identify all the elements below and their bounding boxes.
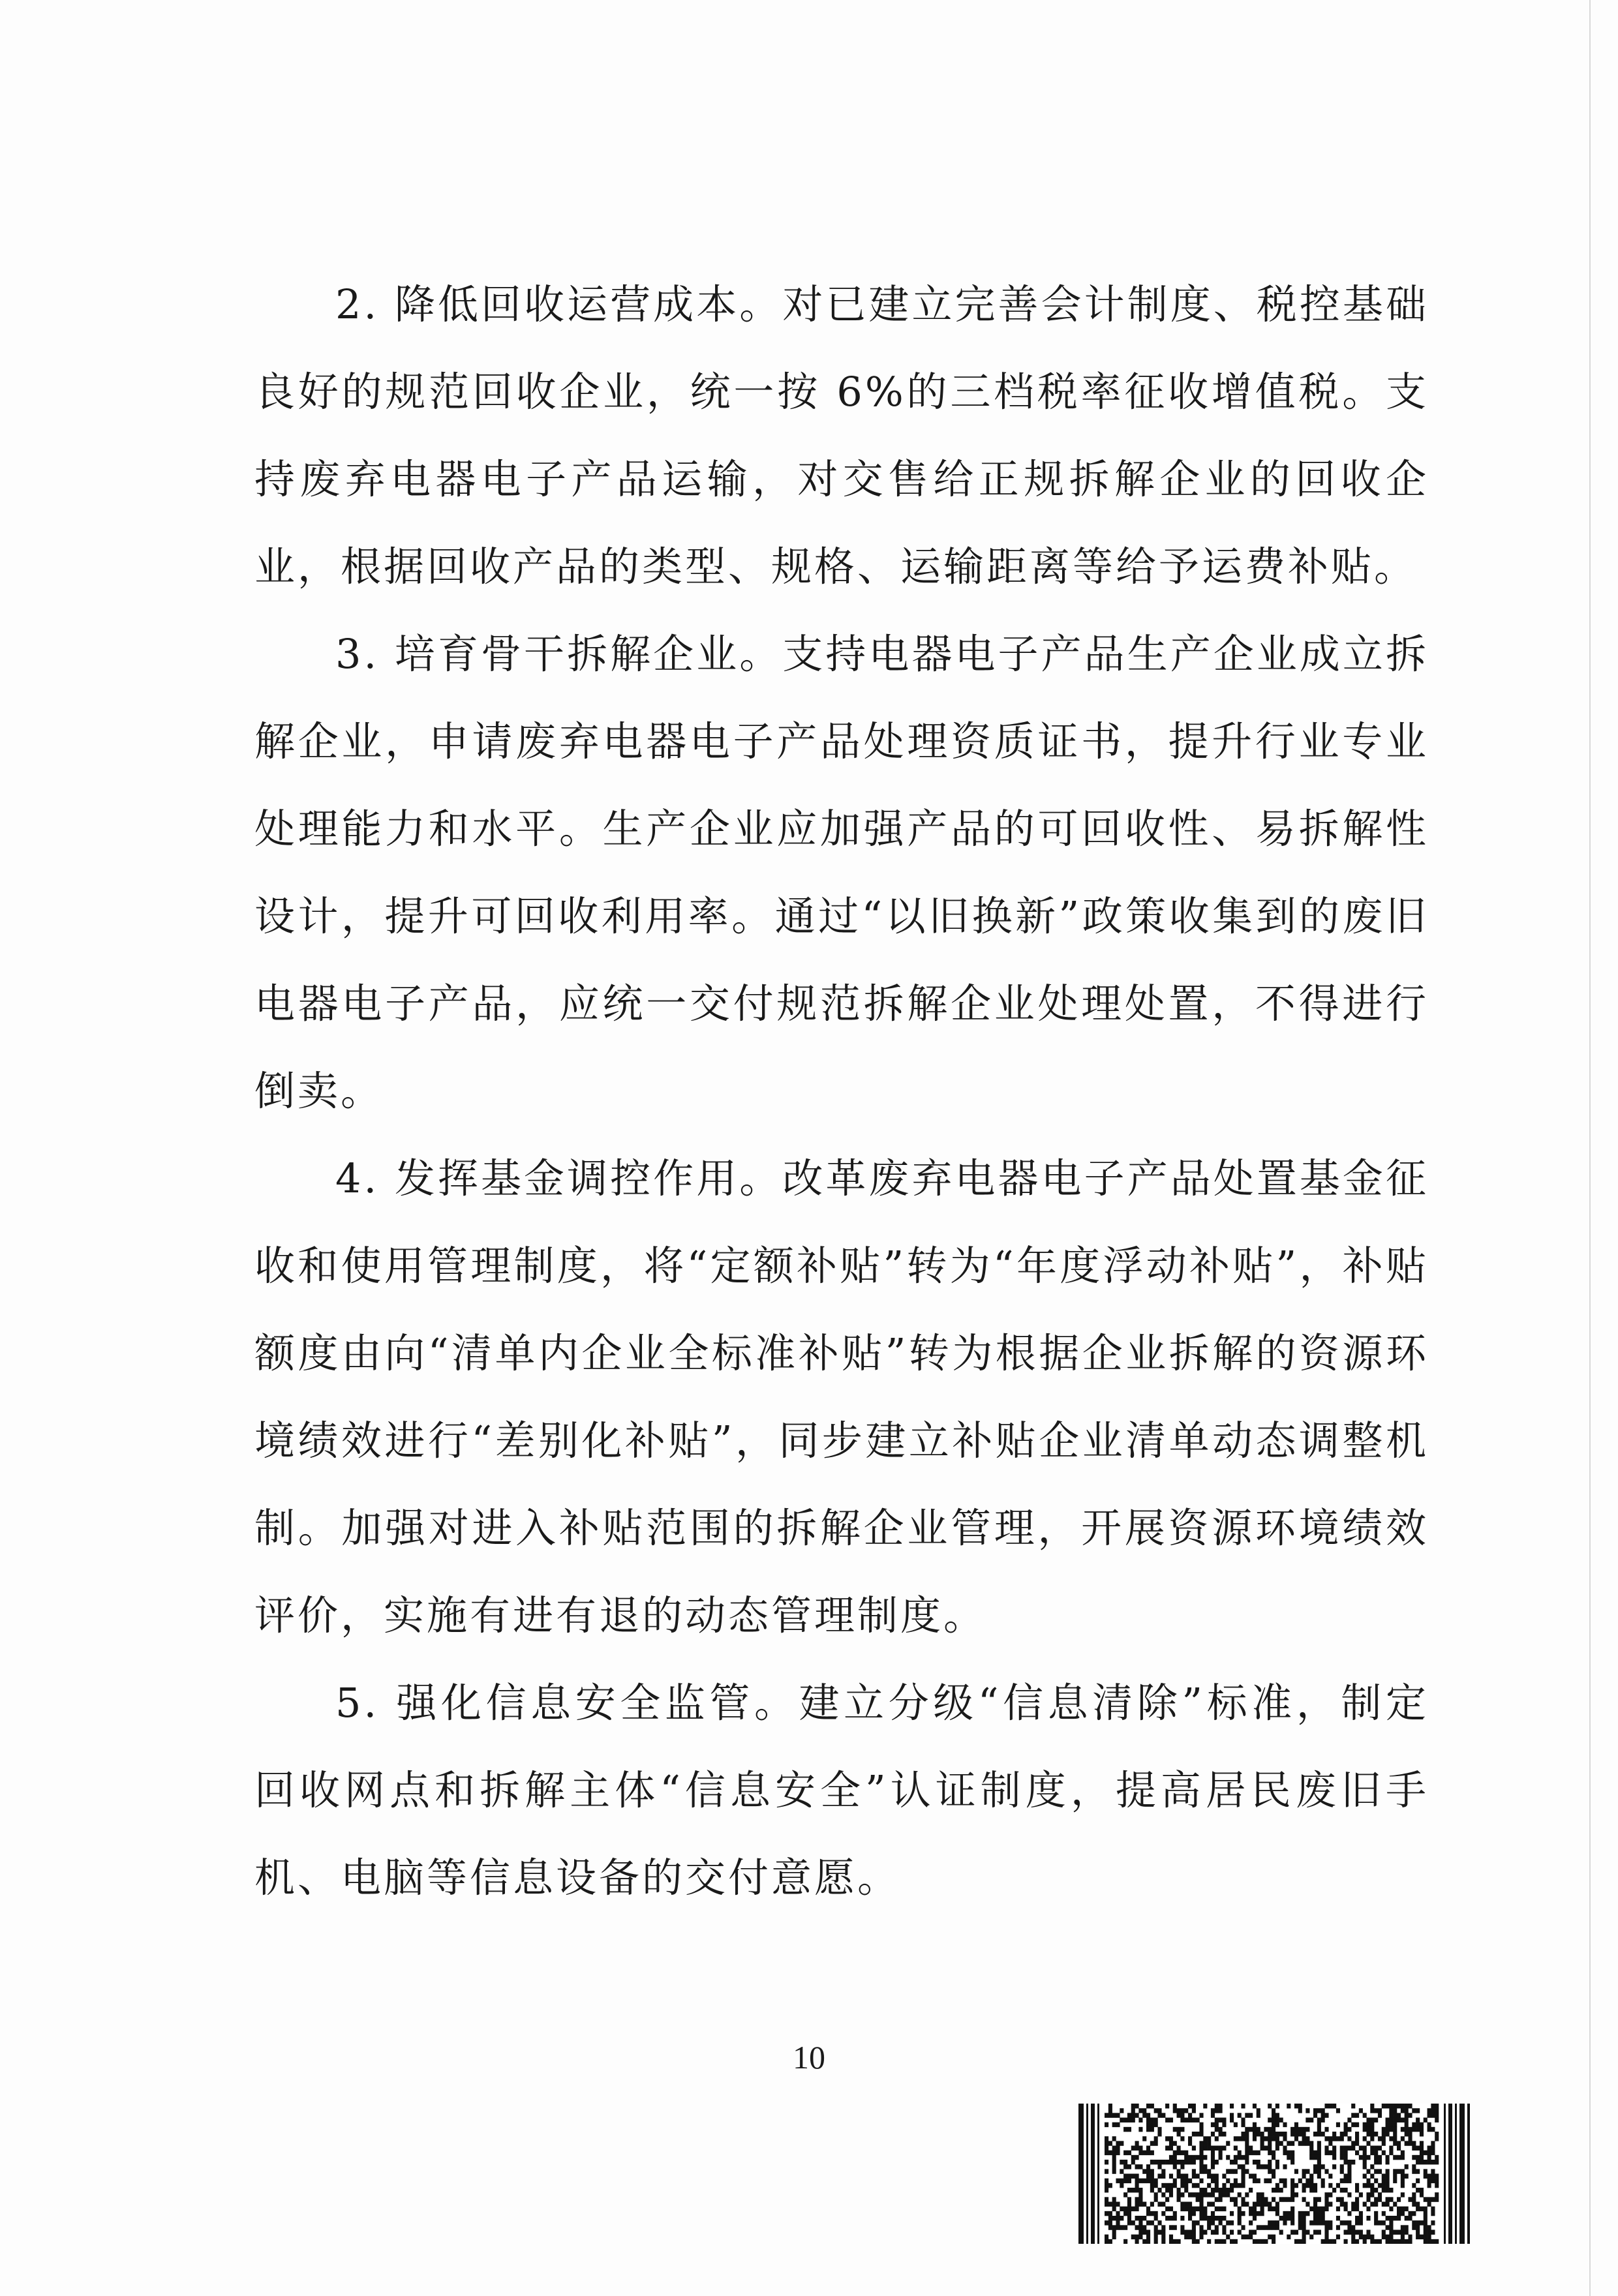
paragraph-heading: 3. 培育骨干拆解企业。 — [335, 630, 783, 678]
paragraph-text: 改革废弃电器电子产品处置基金征收和使用管理制度，将“定额补贴”转为“年度浮动补贴”，补贴额度由向“清单内企业全标准补贴”转为根据企业拆解的资源环境绩效进行“差别化补贴”，同步建立补贴企业清单动态调整机制。加强对进入补贴范围的拆解企业管理，开展资源环境绩效评价，实施有进有退的动态管理制度。 — [254, 1155, 1429, 1639]
document-body — [254, 261, 1429, 1922]
page-number: 10 — [793, 2039, 825, 2076]
paragraph-fund-regulation — [254, 1135, 1429, 1659]
barcode-icon — [1078, 2104, 1470, 2244]
paragraph-reduce-costs — [254, 261, 1429, 611]
paragraph-text: 对已建立完善会计制度、税控基础良好的规范回收企业，统一按 6%的三档税率征收增值税。支持废弃电器电子产品运输，对交售给正规拆解企业的回收企业，根据回收产品的类型、规格、运输距离等给予运费补贴。 — [254, 280, 1429, 590]
paragraph-heading: 2. 降低回收运营成本。 — [335, 280, 783, 328]
paragraph-cultivate-dismantling — [254, 611, 1429, 1135]
paragraph-text: 支持电器电子产品生产企业成立拆解企业，申请废弃电器电子产品处理资质证书，提升行业专业处理能力和水平。生产企业应加强产品的可回收性、易拆解性设计，提升可回收利用率。通过“以旧换新”政策收集到的废旧电器电子产品，应统一交付规范拆解企业处理处置，不得进行倒卖。 — [254, 630, 1429, 1115]
paragraph-heading: 4. 发挥基金调控作用。 — [335, 1155, 783, 1202]
scan-edge-line — [1589, 0, 1591, 2296]
paragraph-text: 建立分级“信息清除”标准，制定回收网点和拆解主体“信息安全”认证制度，提高居民废旧手机、电脑等信息设备的交付意愿。 — [254, 1679, 1429, 1901]
paragraph-heading: 5. 强化信息安全监管。 — [335, 1679, 799, 1727]
paragraph-info-security — [254, 1659, 1429, 1922]
